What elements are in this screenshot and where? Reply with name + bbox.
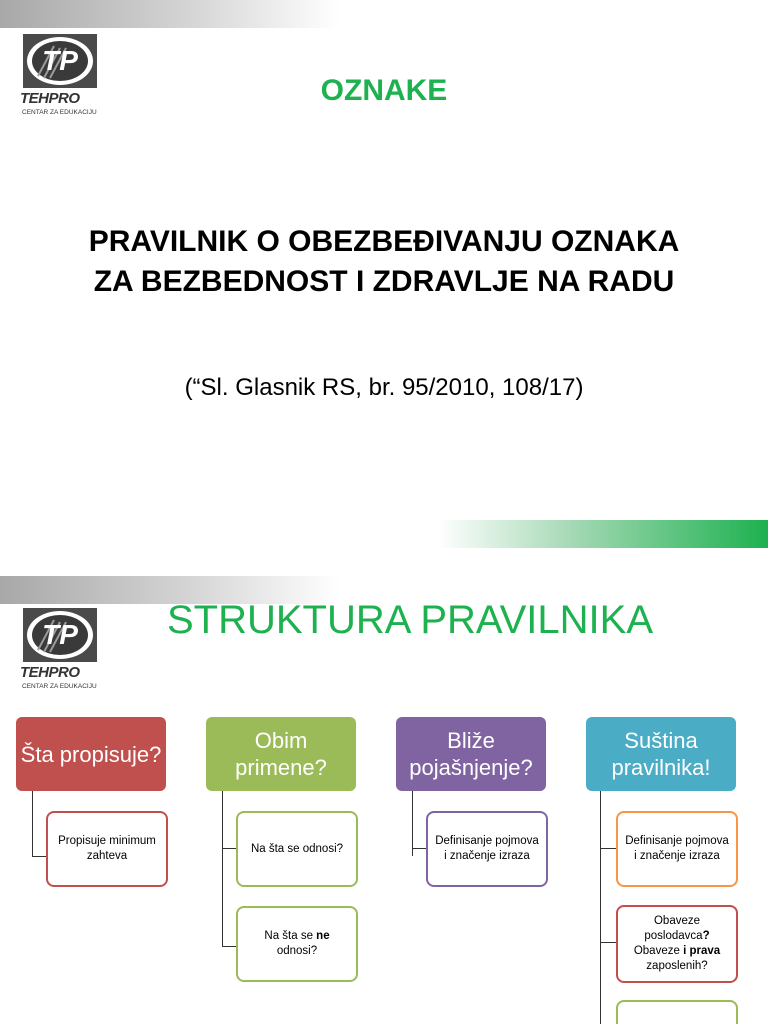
logo-subtitle: CENTAR ZA EDUKACIJU (22, 109, 97, 116)
connector (600, 942, 616, 943)
connector (32, 791, 33, 856)
text-part: odnosi? (276, 945, 318, 957)
logo-brand: TEHPRO (20, 664, 80, 681)
header-what-it-prescribes: Šta propisuje? (16, 717, 166, 791)
child-does-not-apply-to (236, 906, 358, 982)
gazette-citation: (“Sl. Glasnik RS, br. 95/2010, 108/17) (184, 374, 584, 401)
top-gradient-band (0, 0, 340, 28)
text-emphasis: ? (702, 930, 710, 942)
slide-title: STRUKTURA PRAVILNIKA (166, 598, 654, 642)
connector (600, 791, 601, 1024)
slide-title: OZNAKE (320, 74, 448, 107)
slide-separator (0, 548, 768, 576)
connector (32, 856, 46, 857)
logo-mark-text: TP (42, 45, 78, 76)
tp-logo-mark-icon (20, 606, 100, 666)
regulation-title (40, 222, 728, 302)
header-scope: Obim primene? (206, 717, 356, 791)
slide-2 (0, 576, 768, 1024)
child-minimum-requirements: Propisuje minimum zahteva (46, 811, 168, 887)
child-definitions: Definisanje pojmova i značenje izraza (426, 811, 548, 887)
connector (600, 848, 616, 849)
child-partial (616, 1000, 738, 1024)
logo-brand: TEHPRO (20, 90, 80, 107)
child-applies-to: Na šta se odnosi? (236, 811, 358, 887)
logo-subtitle: CENTAR ZA EDUKACIJU (22, 683, 97, 690)
connector (412, 791, 413, 856)
text-part: Na šta se (264, 930, 317, 942)
text-part: Obaveze (633, 945, 684, 957)
text-part: Obaveze poslodavca (644, 915, 703, 942)
tehpro-logo (20, 606, 100, 692)
header-explanation: Bliže pojašnjenje? (396, 717, 546, 791)
logo-mark-text: TP (42, 619, 78, 650)
text-emphasis: i prava (683, 945, 721, 957)
connector (222, 946, 236, 947)
child-definitions: Definisanje pojmova i značenje izraza (616, 811, 738, 887)
connector (222, 791, 223, 946)
connector (222, 848, 236, 849)
bottom-gradient-band (438, 520, 768, 548)
text-emphasis: ne (316, 930, 330, 942)
header-essence: Suština pravilnika! (586, 717, 736, 791)
regulation-title-line-2: ZA BEZBEDNOST I ZDRAVLJE NA RADU (93, 265, 675, 298)
connector (412, 848, 426, 849)
text-part: zaposlenih? (646, 960, 708, 972)
regulation-title-line-1: PRAVILNIK O OBEZBEĐIVANJU OZNAKA (88, 225, 680, 258)
child-obligations (616, 905, 738, 983)
